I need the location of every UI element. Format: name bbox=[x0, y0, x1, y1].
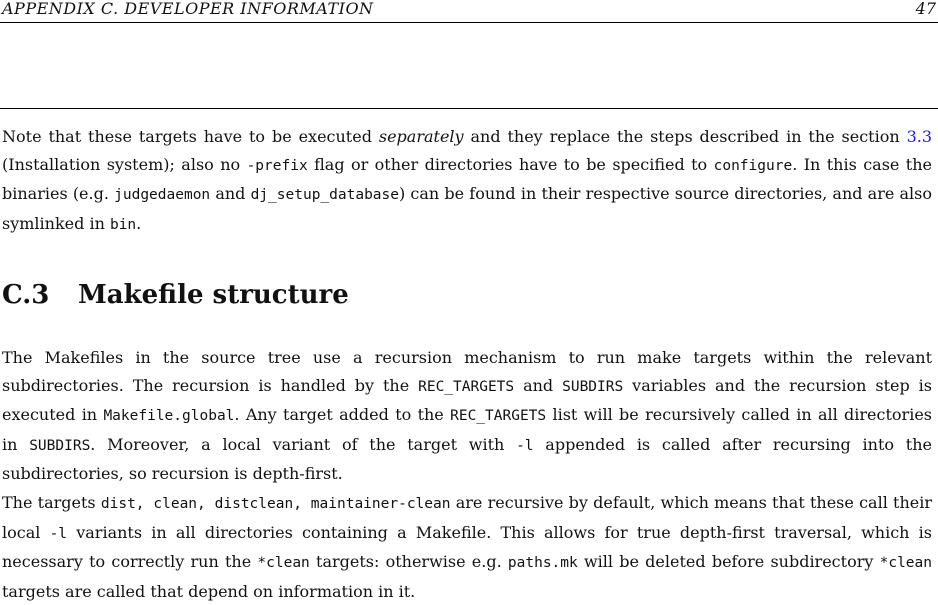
code-prefix: -prefix bbox=[246, 157, 308, 174]
paragraph-recursive-targets bbox=[2, 489, 932, 605]
text: list will be recursively called in all directories in bbox=[2, 405, 932, 454]
paragraph-recursion bbox=[2, 344, 932, 488]
code-configure: configure bbox=[713, 157, 793, 174]
text: and bbox=[210, 184, 251, 203]
text: targets: otherwise e.g. bbox=[309, 552, 508, 571]
paragraph-targets-note bbox=[2, 123, 932, 239]
section-heading bbox=[2, 280, 349, 310]
text: flag or other directories have to be specified to bbox=[307, 154, 714, 174]
code-clean: *clean bbox=[879, 555, 932, 571]
code-rec-targets: REC_TARGETS bbox=[450, 408, 547, 424]
text: . Any target added to the bbox=[234, 405, 451, 424]
code-l-suffix: -l bbox=[49, 525, 68, 542]
code-paths-mk: paths.mk bbox=[507, 555, 578, 571]
text: ) can be found in their respective source directories, and are also symlinked in bbox=[2, 184, 932, 233]
section-title: Makefile structure bbox=[78, 280, 349, 310]
text: are recursive by default, which means that these call their local bbox=[2, 493, 932, 542]
code-l-suffix: -l bbox=[516, 437, 534, 454]
text: will be deleted before subdirectory bbox=[577, 552, 880, 571]
text: The Makefiles in the source tree use a recursion mechanism to run make targets within the relevant subdirectories. The recursion is handled by the bbox=[2, 348, 932, 395]
text: . bbox=[136, 213, 142, 233]
header-rule bbox=[0, 22, 938, 23]
section-link[interactable]: 3.3 bbox=[906, 127, 933, 146]
page-number: 47 bbox=[915, 0, 936, 18]
text: . Moreover, a local variant of the target with bbox=[90, 434, 517, 454]
code-dj-setup-database: dj_setup_database bbox=[250, 187, 399, 203]
text: and bbox=[514, 375, 563, 395]
code-target-list: dist, clean, distclean, maintainer-clean bbox=[100, 496, 451, 512]
code-bin: bin bbox=[109, 216, 137, 233]
emphasis-separately: separately bbox=[378, 127, 464, 146]
code-subdirs: SUBDIRS bbox=[562, 378, 624, 395]
section-divider-rule bbox=[0, 108, 938, 109]
code-subdirs: SUBDIRS bbox=[29, 437, 91, 454]
text: The targets bbox=[2, 493, 101, 512]
running-header bbox=[2, 0, 936, 22]
text: targets are called that depend on information in it. bbox=[2, 581, 416, 601]
code-judgedaemon: judgedaemon bbox=[114, 187, 211, 203]
text: variants in all directories containing a Makefile. This allows for true depth-first traversal, which is necessary to correctly run the bbox=[2, 522, 933, 571]
text: appended is called after recursing into the subdirectories, so recursion is depth-first. bbox=[2, 434, 932, 483]
text: and they replace the steps described in the section bbox=[463, 127, 907, 146]
code-rec-targets: REC_TARGETS bbox=[418, 378, 515, 395]
text: variables and the recursion step is executed in bbox=[2, 375, 933, 424]
text: (Installation system); also no bbox=[2, 154, 247, 174]
code-makefile-global: Makefile.global bbox=[103, 408, 235, 424]
code-clean: *clean bbox=[257, 555, 310, 571]
text: Note that these targets have to be executed bbox=[2, 127, 379, 146]
section-number: C.3 bbox=[2, 280, 50, 310]
chapter-title: APPENDIX C. DEVELOPER INFORMATION bbox=[2, 0, 374, 18]
text: . In this case the binaries (e.g. bbox=[2, 154, 933, 203]
